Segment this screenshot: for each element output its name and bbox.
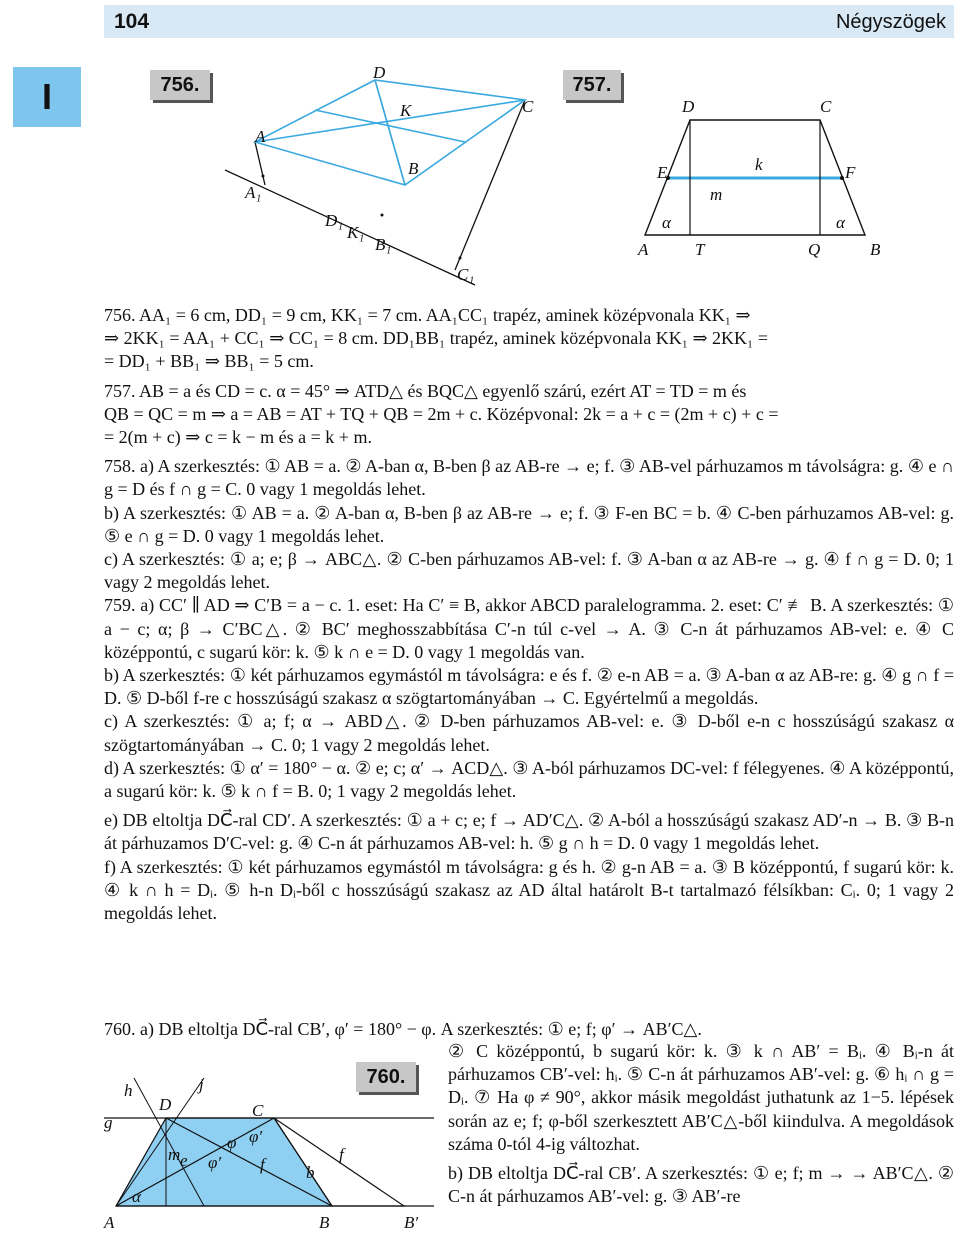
fig756-label-K: K [400,101,412,120]
fig760-label-phi: φ [227,1133,237,1152]
fig757-label-alpha-left: α [662,213,671,232]
solution-758-b: b) A szerkesztés: ① AB = a. ② A-ban α, B-ben β az AB-re → e; f. ③ F-en BC = b. ④ C-ben párhuzamos AB-vel: g. ⑤ e ∩ g = D. 0 vagy 1 megoldás lehet. [104,502,954,546]
fig760-label-e: e [180,1151,188,1170]
page-header [104,5,954,38]
fig757-label-F: F [845,163,856,182]
solution-760-b: b) DB eltoltja DC⃗-ral CB′. A szerkesztés: ① e; f; m → → AB′C△. ② C-n át párhuzamos AB′-vel: g. ③ AB′-re [448,1163,954,1207]
solution-760-steps: ② C középpontú, b sugarú kör: k. ③ k ∩ AB′ = Bᵢ. ④ Bᵢ-n át párhuzamos CB′-vel: hᵢ. ⑤ C-n át párhuzamos AB′-vel: g. ⑥ hᵢ ∩ g = Dᵢ. ⑦ Ha φ ≠ 90°, akkor másik megoldást juthatunk az 1−5. lépések során az e; f; φ-ből szerkesztett AB′C△-ből kiindulva. A megoldások száma 0-tól 4-ig változhat. [448,1041,954,1154]
fig760-label-f-inner: f [260,1155,265,1174]
fig757-label-A: A [638,240,649,259]
fig760-label-B-prime: B′ [404,1213,419,1232]
fig760-label-m: m [168,1145,181,1164]
solution-756-line2: ⇒ 2KK₁ = AA₁ + CC₁ ⇒ CC₁ = 8 cm. DD₁BB₁ trapéz, aminek középvonala KK₁ ⇒ 2KK₁ = [104,328,768,349]
solution-760-a: 760. a) DB eltoltja DC⃗-ral CB′, φ′ = 180° − φ. A szerkesztés: ① e; f; φ′ → AB′C△. [104,1019,702,1039]
solutions-text [104,304,954,925]
label-756: 756. [150,70,210,100]
fig760-label-g: g [104,1113,113,1132]
fig756-label-A: A [255,127,266,146]
fig760-label-phi-prime-top: φ′ [249,1127,263,1146]
fig757-label-C: C [820,97,832,116]
fig760-label-A: A [104,1213,115,1232]
solution-757-line3: = 2(m + c) ⇒ c = k − m és a = k + m. [104,427,372,448]
solution-759-b: b) A szerkesztés: ① két párhuzamos egymástól m távolságra: e és f. ② e-n AB = a. ③ A-ban α az AB-re: g. ④ g ∩ f = D. ⑤ D-ből f-re c hosszúságú szakasz α szögtartományában → C. Egyértelmű a megoldás. [104,665,954,709]
solution-759-c: c) A szerkesztés: ① a; f; α → ABD△. ② D-ben párhuzamos AB-vel: e. ③ D-ből e-n c hosszúságú szakasz α szögtartományában → C. 0; 1 vagy 2 megoldás lehet. [104,711,954,755]
solution-756-line3: = DD₁ + BB₁ ⇒ BB₁ = 5 cm. [104,351,314,372]
solution-759-d: d) A szerkesztés: ① α′ = 180° − α. ② e; c; α′ → ACD△. ③ A-ból párhuzamos DC-vel: f félegyenes. ④ A középpontú, a sugarú kör: k. ⑤ k ∩ f = B. 0; 1 vagy 2 megoldás lehet. [104,757,954,802]
fig756-label-A1: A₁ [245,183,262,202]
solution-756-line1: 756. AA₁ = 6 cm, DD₁ = 9 cm, KK₁ = 7 cm. AA₁CC₁ trapéz, aminek középvonala KK₁ ⇒ [104,305,751,325]
figure-756 [225,63,534,290]
solution-760-column [448,1040,954,1208]
solution-759-f: f) A szerkesztés: ① két párhuzamos egymástól m távolságra: g és h. ② g-n AB = a. ③ B középpontú, f sugarú kör: k. ④ k ∩ h = Dᵢ. ⑤ h-n Dᵢ-ből c hosszúságú szakasz az AD által határolt B-t tartalmazó félsíkban: Cᵢ. 0; 1 vagy 2 megoldás lehet. [104,856,954,924]
fig760-label-C: C [252,1101,264,1120]
fig757-label-B: B [870,240,881,259]
page-number: 104 [114,10,150,33]
fig757-label-D: D [682,97,695,116]
fig760-label-D: D [159,1095,172,1114]
fig757-label-m: m [710,185,723,204]
fig756-label-K1: K₁ [347,223,365,242]
solution-759-e: e) DB eltoltja DC⃗-ral CD′. A szerkesztés: ① a + c; e; f → AD′C△. ② A-ból a hosszúságú szakasz AD′-n → B. ③ B-n át párhuzamos D′C-vel: g. ④ C-n át párhuzamos AB-vel: h. ⑤ g ∩ h = D. 0 vagy 1 megoldás lehet. [104,810,954,854]
fig756-label-C: C [522,97,534,116]
fig760-label-b: b [306,1163,315,1182]
fig756-label-B: B [408,159,419,178]
fig760-label-h: h [124,1081,133,1100]
side-tab: I [13,67,81,127]
fig756-label-D1: D₁ [325,211,344,230]
fig760-label-phi-prime-bottom: φ′ [208,1153,222,1172]
fig757-label-T: T [695,240,705,259]
fig760-label-f-outer: f [339,1145,344,1164]
fig756-label-C1: C₁ [457,265,475,284]
solution-758-c: c) A szerkesztés: ① a; e; β → ABC△. ② C-ben párhuzamos AB-vel: f. ③ A-ban α az AB-re → g. ④ f ∩ g = D. 0; 1 vagy 2 megoldás lehet. [104,549,954,593]
fig760-label-alpha: α [132,1187,141,1206]
fig757-label-E: E [657,163,668,182]
figure-757 [630,97,890,260]
fig760-label-B: B [319,1213,330,1232]
solution-758-a: 758. a) A szerkesztés: ① AB = a. ② A-ban α, B-ben β az AB-re → e; f. ③ AB-vel párhuzamos m távolságra: g. ④ e ∩ g = D és f ∩ g = C. 0 vagy 1 megoldás lehet. [104,456,954,500]
fig757-label-k: k [755,155,763,174]
fig756-label-B1: B₁ [375,235,392,254]
solution-759-a: 759. a) CC′ ∥ AD ⇒ C′B = a − c. 1. eset: Ha C′ ≡ B, akkor ABCD paralelogramma. 2. eset: C′ ≢ B. A szerkesztés: ① a − c; α; β → C′BC△. ② BC′ meghosszabbítása C′-n túl c-vel → A. ③ C-n át párhuzamos AB-vel: e. ④ C középpontú, c sugarú kör: k. ⑤ k ∩ e = D. 0 vagy 1 megoldás van. [104,595,954,662]
fig757-label-Q: Q [808,240,821,259]
solution-757-line1: 757. AB = a és CD = c. α = 45° ⇒ ATD△ és BQC△ egyenlő szárú, ezért AT = TD = m és [104,380,747,401]
fig756-label-D: D [373,63,386,82]
label-757: 757. [563,70,621,100]
label-760: 760. [356,1062,416,1092]
fig757-label-alpha-right: α [836,213,845,232]
chapter-title: Négyszögek [835,11,946,33]
solution-757-line2: QB = QC = m ⇒ a = AB = AT + TQ + QB = 2m + c. Középvonal: 2k = a + c = (2m + c) + c = [104,403,779,424]
fig760-label-j: j [199,1075,204,1094]
